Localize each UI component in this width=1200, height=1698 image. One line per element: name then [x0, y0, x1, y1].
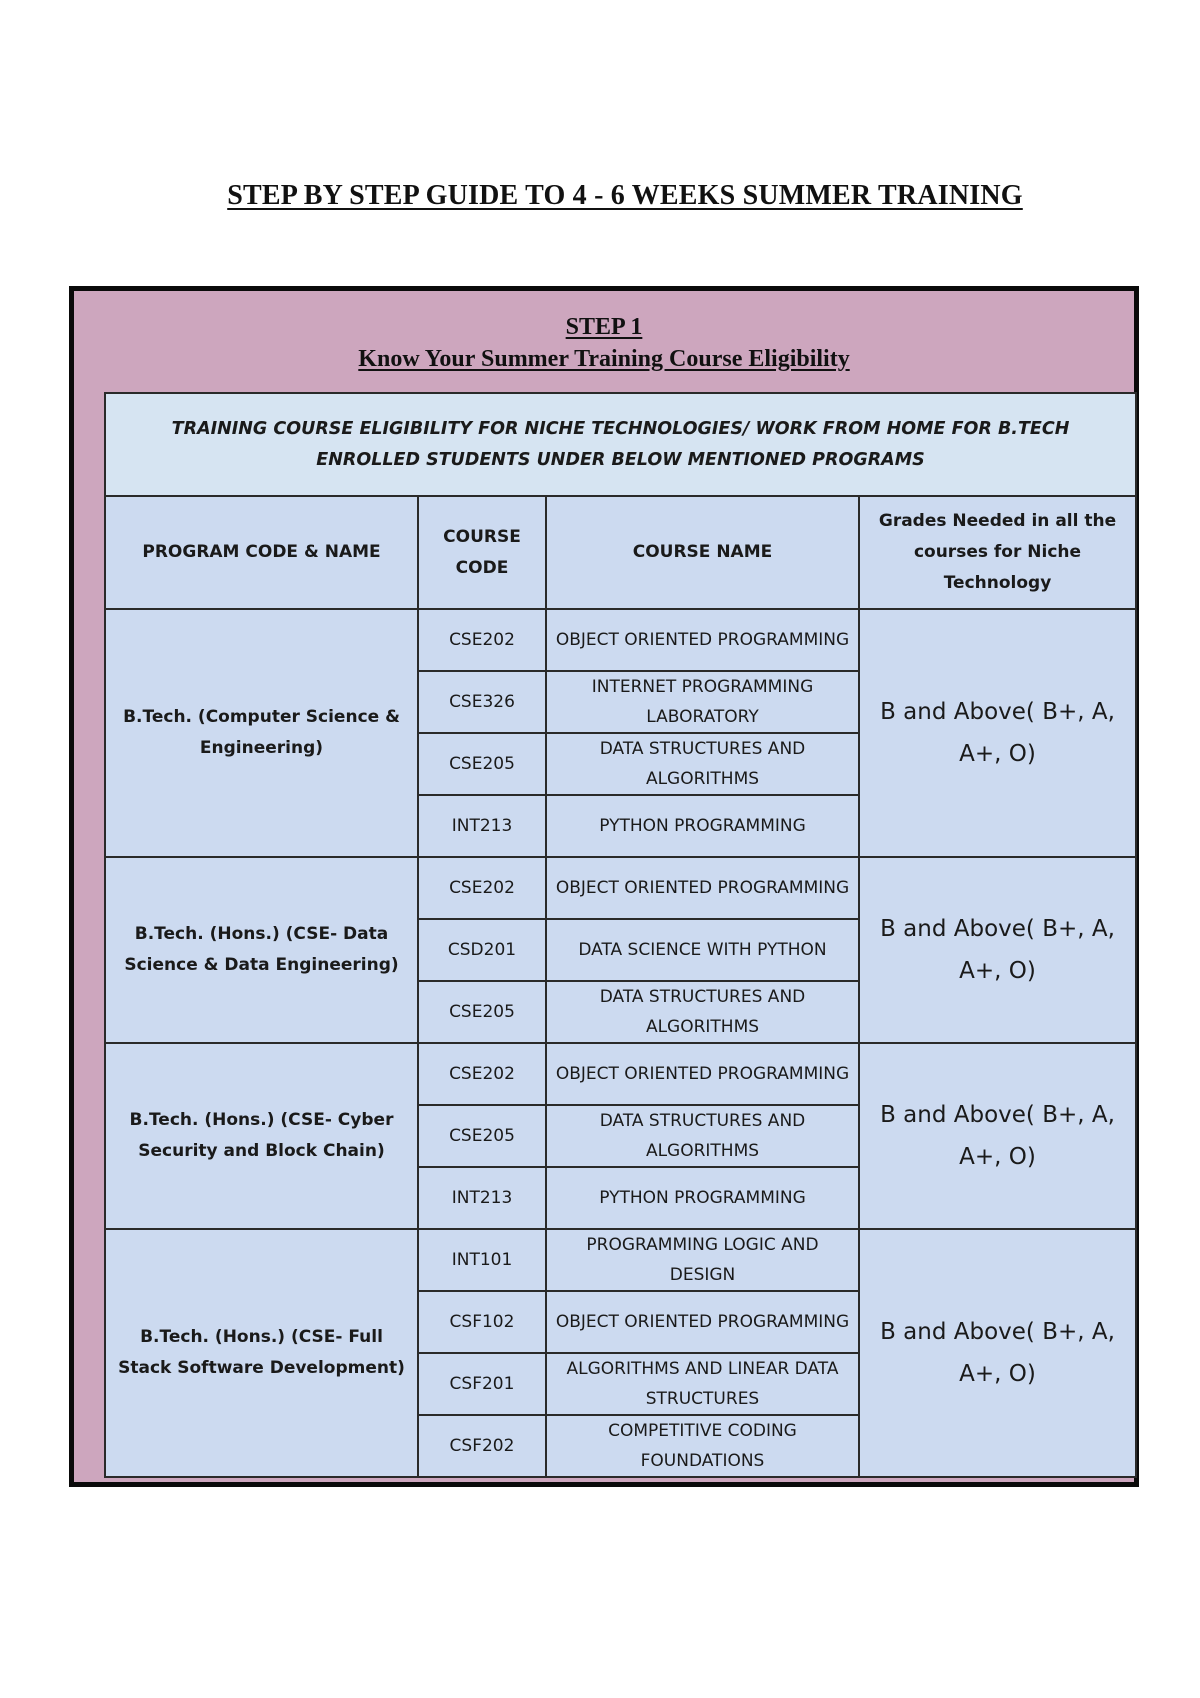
eligibility-table-body: [105, 393, 1136, 1477]
course-name-cell: DATA STRUCTURES AND ALGORITHMS: [546, 733, 859, 795]
eligibility-table: [104, 392, 1137, 1478]
course-code-cell: CSE202: [418, 857, 546, 919]
course-code-cell: CSE202: [418, 1043, 546, 1105]
course-name-cell: DATA STRUCTURES AND ALGORITHMS: [546, 981, 859, 1043]
course-code-cell: CSF201: [418, 1353, 546, 1415]
course-code-cell: INT213: [418, 795, 546, 857]
course-name-cell: OBJECT ORIENTED PROGRAMMING: [546, 1291, 859, 1353]
table-row: [105, 609, 1136, 671]
course-name-cell: DATA SCIENCE WITH PYTHON: [546, 919, 859, 981]
banner-row: [105, 393, 1136, 496]
course-code-cell: CSF102: [418, 1291, 546, 1353]
course-code-cell: INT213: [418, 1167, 546, 1229]
course-name-cell: ALGORITHMS AND LINEAR DATA STRUCTURES: [546, 1353, 859, 1415]
course-name-cell: INTERNET PROGRAMMING LABORATORY: [546, 671, 859, 733]
grade-cell: B and Above( B+, A, A+, O): [859, 857, 1136, 1043]
course-code-cell: CSE326: [418, 671, 546, 733]
course-name-cell: OBJECT ORIENTED PROGRAMMING: [546, 609, 859, 671]
header-course-code: COURSE CODE: [418, 496, 546, 609]
step-1-panel: [69, 286, 1139, 1487]
course-name-cell: PROGRAMMING LOGIC AND DESIGN: [546, 1229, 859, 1291]
course-name-cell: OBJECT ORIENTED PROGRAMMING: [546, 857, 859, 919]
course-code-cell: CSF202: [418, 1415, 546, 1477]
grade-cell: B and Above( B+, A, A+, O): [859, 1043, 1136, 1229]
step-heading: [74, 311, 1134, 375]
grade-cell: B and Above( B+, A, A+, O): [859, 1229, 1136, 1477]
course-code-cell: CSE205: [418, 733, 546, 795]
table-row: [105, 1043, 1136, 1105]
program-cell: B.Tech. (Hons.) (CSE- Cyber Security and Block Chain): [105, 1043, 418, 1229]
header-row: [105, 496, 1136, 609]
table-row: [105, 857, 1136, 919]
course-name-cell: DATA STRUCTURES AND ALGORITHMS: [546, 1105, 859, 1167]
course-code-cell: INT101: [418, 1229, 546, 1291]
step-label: STEP 1: [565, 314, 643, 340]
course-name-cell: PYTHON PROGRAMMING: [546, 1167, 859, 1229]
table-row: [105, 1229, 1136, 1291]
course-name-cell: PYTHON PROGRAMMING: [546, 795, 859, 857]
course-code-cell: CSE205: [418, 981, 546, 1043]
grade-cell: B and Above( B+, A, A+, O): [859, 609, 1136, 857]
step-subtitle: Know Your Summer Training Course Eligibility: [358, 346, 850, 372]
header-grades: Grades Needed in all the courses for Niche Technology: [859, 496, 1136, 609]
program-cell: B.Tech. (Computer Science & Engineering): [105, 609, 418, 857]
header-program: PROGRAM CODE & NAME: [105, 496, 418, 609]
program-cell: B.Tech. (Hons.) (CSE- Full Stack Software Development): [105, 1229, 418, 1477]
course-name-cell: OBJECT ORIENTED PROGRAMMING: [546, 1043, 859, 1105]
table-banner: TRAINING COURSE ELIGIBILITY FOR NICHE TECHNOLOGIES/ WORK FROM HOME FOR B.TECH ENROLLED STUDENTS UNDER BELOW MENTIONED PROGRAMS: [105, 393, 1136, 496]
course-code-cell: CSE205: [418, 1105, 546, 1167]
course-name-cell: COMPETITIVE CODING FOUNDATIONS: [546, 1415, 859, 1477]
course-code-cell: CSE202: [418, 609, 546, 671]
header-course-name: COURSE NAME: [546, 496, 859, 609]
document-title: STEP BY STEP GUIDE TO 4 - 6 WEEKS SUMMER TRAINING: [227, 180, 1023, 211]
program-cell: B.Tech. (Hons.) (CSE- Data Science & Data Engineering): [105, 857, 418, 1043]
course-code-cell: CSD201: [418, 919, 546, 981]
